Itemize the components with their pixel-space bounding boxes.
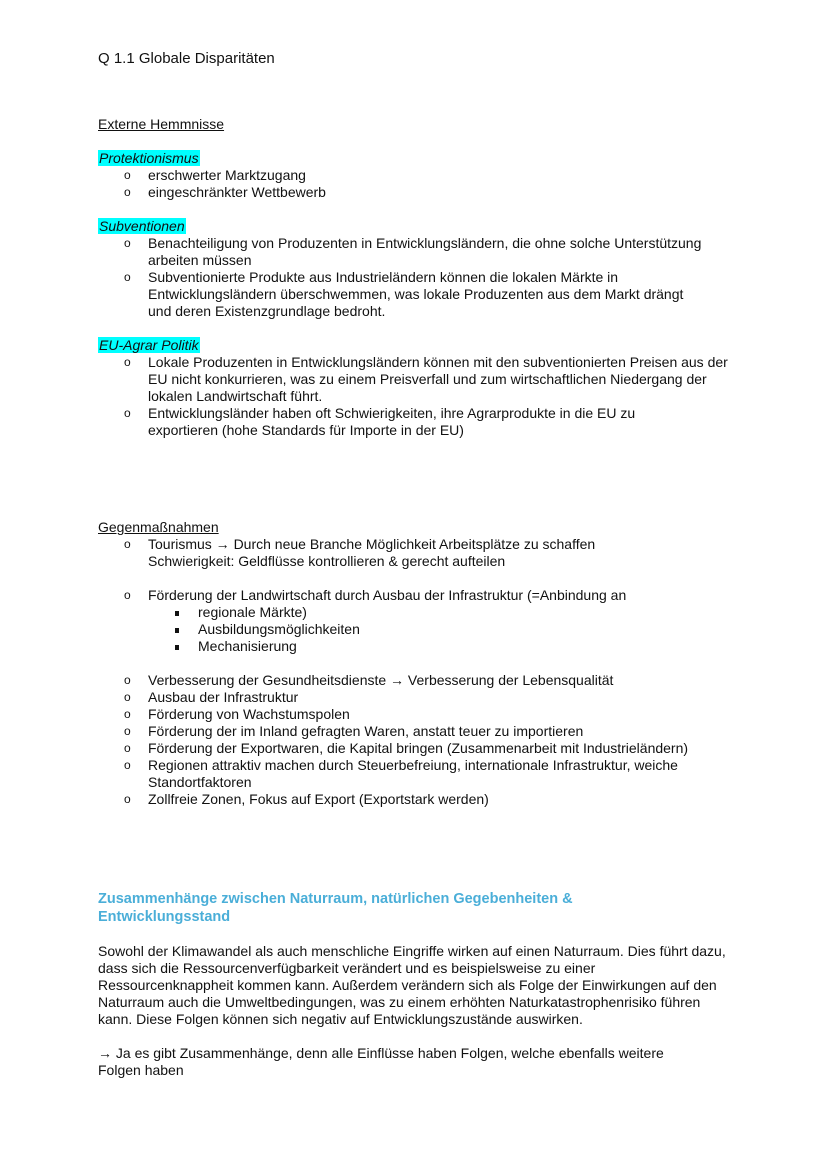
- list-item: o Entwicklungsländer haben oft Schwierigkeiten, ihre Agrarprodukte in die EU zu exportieren (hohe Standards für Importe in der EU): [98, 405, 738, 439]
- list-item: o Förderung der Exportwaren, die Kapital bringen (Zusammenarbeit mit Industrieländern): [98, 740, 718, 757]
- gegenmassnahmen-section: [98, 519, 738, 808]
- list-item: o Förderung von Wachstumspolen: [98, 706, 718, 723]
- subheading-eu-agrar-politik: EU-Agrar Politik: [99, 337, 199, 353]
- sub-list-item: Mechanisierung: [98, 638, 738, 655]
- list-item: o Förderung der Landwirtschaft durch Ausbau der Infrastruktur (=Anbindung an: [98, 587, 738, 604]
- list-item: o eingeschränkter Wettbewerb: [98, 184, 738, 201]
- list-item: o Regionen attraktiv machen durch Steuerbefreiung, internationale Infrastruktur, weiche Standortfaktoren: [98, 757, 718, 791]
- list-item: o erschwerter Marktzugang: [98, 167, 738, 184]
- list-item: o Lokale Produzenten in Entwicklungsländern können mit den subventionierten Preisen aus der EU nicht konkurrieren, was zu einem Preisverfall und zum wirtschaftlichen Niedergang der lokalen Landwirtschaft führt.: [98, 354, 738, 405]
- tourismus-line: o Tourismus → Durch neue Branche Möglichkeit Arbeitsplätze zu schaffen: [148, 536, 596, 552]
- page-title: Q 1.1 Globale Disparitäten: [98, 50, 275, 67]
- list-item: [98, 536, 738, 570]
- list-item: o Ausbau der Infrastruktur: [98, 689, 718, 706]
- externe-hemmnisse-section: [98, 116, 738, 439]
- list-item: o Zollfreie Zonen, Fokus auf Export (Exportstark werden): [98, 791, 718, 808]
- sub-list-item: regionale Märkte): [98, 604, 738, 621]
- section-heading: Zusammenhänge zwischen Naturraum, natürlichen Gegebenheiten & Entwicklungsstand: [98, 891, 573, 925]
- sub-list-item: Ausbildungsmöglichkeiten: [98, 621, 738, 638]
- subheading-protektionismus: Protektionismus: [99, 150, 199, 166]
- schwierigkeit-line: Schwierigkeit: Geldflüsse kontrollieren & gerecht aufteilen: [148, 553, 506, 569]
- conclusion: → Ja es gibt Zusammenhänge, denn alle Einflüsse haben Folgen, welche ebenfalls weitere Folgen haben: [98, 1045, 664, 1078]
- paragraph: Sowohl der Klimawandel als auch menschliche Eingriffe wirken auf einen Naturraum. Dies führt dazu, dass sich die Ressourcenverfügbarkeit verändert und es beispielsweise zu einer Ressourcenknappheit kommen kann. Außerdem verändern sich als Folge der Einwirkungen auf den Naturraum auch die Umweltbedingungen, was zu einem erhöhten Naturkatastrophenrisiko führen kann. Diese Folgen können sich negativ auf Entwicklungszustände auswirken.: [98, 943, 726, 1027]
- list-item: o Subventionierte Produkte aus Industrieländern können die lokalen Märkte in Entwicklungsländern überschwemmen, was lokale Produzenten aus dem Markt drängt und deren Existenzgrundlage bedroht.: [98, 269, 728, 320]
- section-heading: Gegenmaßnahmen: [98, 519, 219, 535]
- section-heading: Externe Hemmnisse: [98, 116, 225, 132]
- list-item: o Benachteiligung von Produzenten in Entwicklungsländern, die ohne solche Unterstützung arbeiten müssen: [98, 235, 728, 269]
- zusammenhaenge-section: [98, 890, 728, 1079]
- list-item: o Verbesserung der Gesundheitsdienste → Verbesserung der Lebensqualität: [98, 672, 718, 689]
- subheading-subventionen: Subventionen: [99, 218, 185, 234]
- list-item: o Förderung der im Inland gefragten Waren, anstatt teuer zu importieren: [98, 723, 718, 740]
